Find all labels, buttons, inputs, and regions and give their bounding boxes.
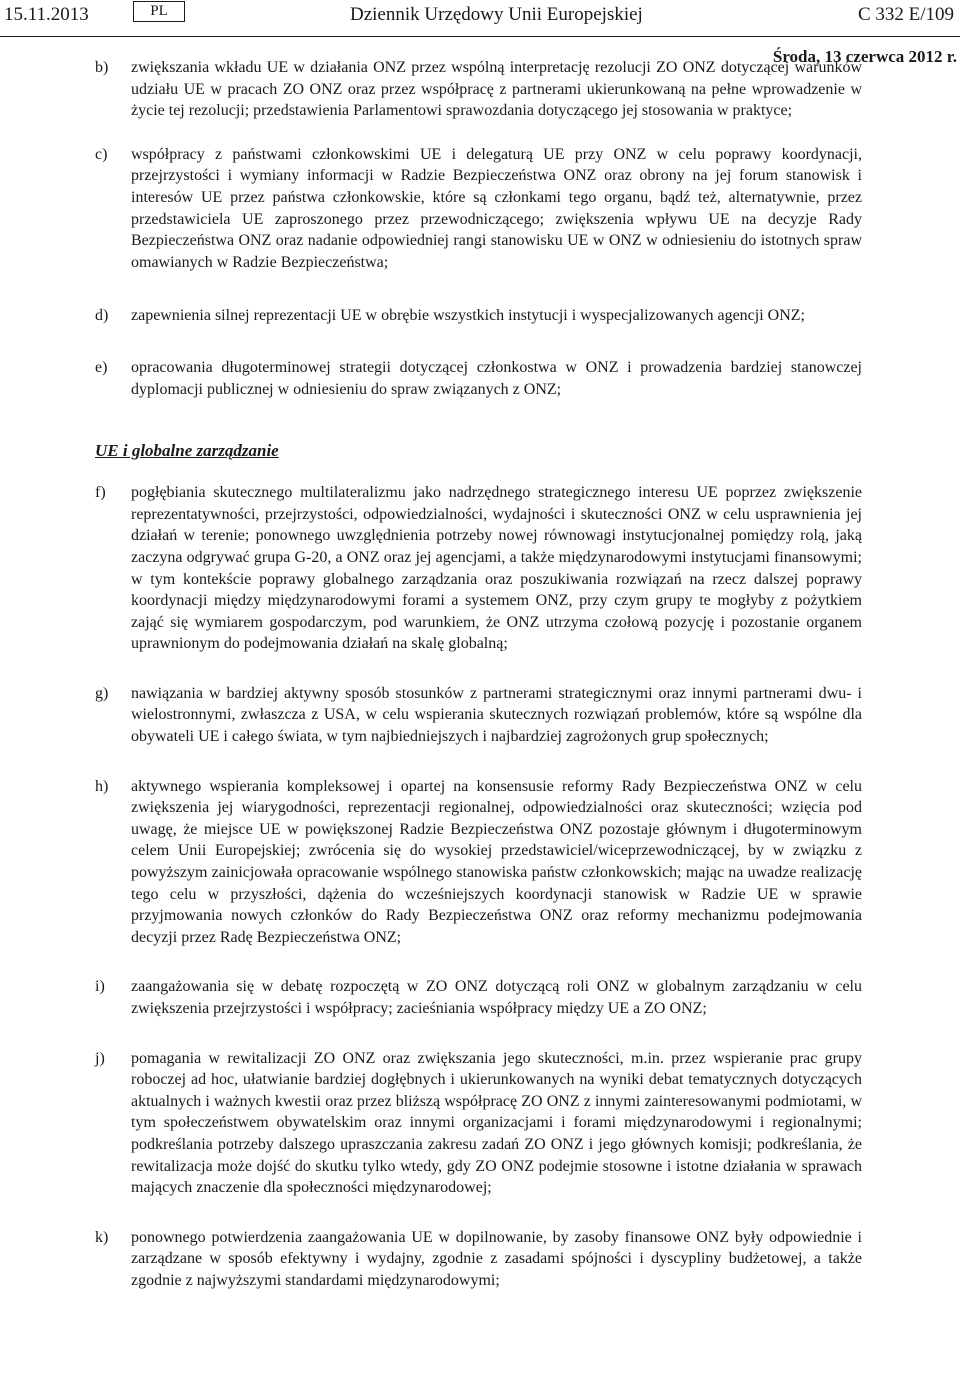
- journal-reference: C 332 E/109: [857, 4, 954, 25]
- item-label: d): [95, 307, 109, 325]
- section-heading: UE i globalne zarządzanie: [95, 441, 279, 461]
- item-label: c): [95, 145, 108, 163]
- item-label: f): [95, 484, 106, 502]
- journal-header: [0, 0, 960, 40]
- item-text: zwiększania wkładu UE w działania ONZ przez wspólną interpretację rezolucji ZO ONZ dotyczącej warunków udziału UE w pracach ZO ONZ oraz przez współpracę z partnerami ukierunkowaną na pełne wprowadzenie w życie tej rezolucji; przedstawienia Parlamentowi sprawozdania dotyczącego jej stosowania w praktyce;: [131, 59, 862, 120]
- sitting-date: Środa, 13 czerwca 2012 r.: [772, 47, 957, 66]
- list-item-j: [0, 1048, 960, 1199]
- header-rule: [0, 36, 960, 37]
- item-text: aktywnego wspierania kompleksowej i opartej na konsensusie reformy Rady Bezpieczeństwa ONZ w celu zwiększenia jej wiarygodności, reprezentacji regionalnej, odpowiedzialności oraz skuteczności; wzięcia pod uwagę, że miejsce UE w powiększonej Radzie Bezpieczeństwa ONZ pozostaje głównym i długoterminowym celem Unii Europejskiej; zwrócenia się do wysokiej przedstawiciel/wiceprzewodniczącej, by w związku z powyższym zainicjowała opracowanie wspólnego stanowiska państw członkowskich; mając na uwadze realizację tego celu w przyszłości, dążenia do wcześniejszych koordynacji stanowisk w Radzie UE w sprawie przyjmowania nowych członków do Rady Bezpieczeństwa ONZ oraz reformy mechanizmu podejmowania decyzji przez Radę Bezpieczeństwa ONZ;: [131, 777, 862, 946]
- document-body: [0, 57, 960, 1292]
- list-item-f: [0, 482, 960, 655]
- item-label: g): [95, 684, 109, 702]
- item-label: b): [95, 59, 109, 76]
- item-text: opracowania długoterminowej strategii dotyczącej członkostwa w ONZ i prowadzenia bardziej stanowczej dyplomacji publicznej w odniesieniu do spraw związanych z ONZ;: [131, 358, 862, 398]
- list-item-c: [0, 144, 960, 274]
- journal-title: Dziennik Urzędowy Unii Europejskiej: [350, 4, 643, 25]
- list-item-e: [0, 357, 960, 400]
- list-item-k: [0, 1227, 960, 1292]
- list-item-g: [0, 683, 960, 748]
- item-text: współpracy z państwami członkowskimi UE i delegaturą UE przy ONZ w celu poprawy koordynacji, przejrzystości i wymiany informacji w Radzie Bezpieczeństwa ONZ oraz obrony na jej forum stanowisk i interesów UE przez państwa członkowskie, które są członkami tego organu, bądź też, alternatywnie, przez przedstawiciela UE zaproszonego przez przewodniczącego; zwiększenia wpływu UE na decyzje Rady Bezpieczeństwa ONZ oraz nadanie odpowiedniej rangi stanowisku UE w ONZ w odniesieniu do istotnych spraw omawianych w Radzie Bezpieczeństwa;: [131, 145, 862, 271]
- language-badge: PL: [133, 1, 185, 22]
- item-label: e): [95, 358, 108, 376]
- list-item-d: [0, 305, 960, 327]
- item-label: i): [95, 978, 105, 996]
- list-item-i: [0, 976, 960, 1019]
- item-text: pomagania w rewitalizacji ZO ONZ oraz zwiększania jego skuteczności, m.in. przez wspieranie prac grupy roboczej ad hoc, ułatwianie bardziej dogłębnych i ukierunkowanych na wyniki debat tematycznych dotyczących aktualnych i ważnych kwestii oraz przez bliższą współpracę ZO ONZ z innymi zainteresowanymi podmiotami, w tym społeczeństwem obywatelskim oraz innymi organizacjami i forami międzynarodowymi i regionalnymi; podkreślania potrzeby dalszego upraszczania zakresu zadań ZO ONZ i jego głównych komisji; podkreślania, że rewitalizacja może dojść do skutku tylko wtedy, gdy ZO ONZ podejmie stosowne i istotne działania w sprawach mających znaczenie dla społeczności międzynarodowej;: [131, 1049, 862, 1197]
- list-item-b: [0, 57, 960, 122]
- item-label: h): [95, 777, 109, 795]
- item-label: j): [95, 1049, 105, 1067]
- item-text: ponownego potwierdzenia zaangażowania UE w dopilnowanie, by zasoby finansowe ONZ były odpowiednie i zarządzane w sposób efektywny i wydajny, zgodnie z zasadami spójności i dyscypliny budżetowej, a także zgodnie z najwyższymi standardami międzynarodowymi;: [131, 1228, 862, 1289]
- list-item-h: [0, 776, 960, 949]
- item-text: nawiązania w bardziej aktywny sposób stosunków z partnerami strategicznymi oraz innymi partnerami dwu- i wielostronnymi, zwłaszcza z USA, w celu wspierania skutecznych rozwiązań problemów, które są wspólne dla obywateli UE i całego świata, w tym najbiedniejszych i najbardziej zagrożonych grup społecznych;: [131, 684, 862, 746]
- publication-date: 15.11.2013: [4, 4, 89, 25]
- item-text: zapewnienia silnej reprezentacji UE w obrębie wszystkich instytucji i wyspecjalizowanych agencji ONZ;: [131, 307, 805, 325]
- item-text: zaangażowania się w debatę rozpoczętą w ZO ONZ dotyczącą roli ONZ w globalnym zarządzaniu w celu zwiększenia przejrzystości i współpracy; zacieśniania współpracy między UE a ZO ONZ;: [131, 978, 862, 1017]
- item-label: k): [95, 1228, 109, 1246]
- item-text: pogłębiania skutecznego multilateralizmu jako nadrzędnego strategicznego interesu UE poprzez zwiększenie reprezentatywności, przejrzystości, odpowiedzialności, wydajności i skuteczności ONZ w celu usprawnienia jej działań w terenie; ponownego uwzględnienia potrzeby nowej równowagi instytucjonalnej pomiędzy rolą, jaką zaczyna odgrywać grupa G-20, a ONZ oraz jej agencjami, a także międzynarodowymi instytucjami finansowymi; w tym kontekście poprawy globalnego zarządzania oraz poszukiwania rozwiązań na rzecz dalszej poprawy koordynacji między międzynarodowymi forami a systemem ONZ, przy czym grupy te mogłyby z pożytkiem zająć się wymiarem gospodarczym, pod warunkiem, że ONZ utrzyma czołową pozycję i pozostanie organem uprawnionym do podejmowania działań na skalę globalną;: [131, 484, 862, 653]
